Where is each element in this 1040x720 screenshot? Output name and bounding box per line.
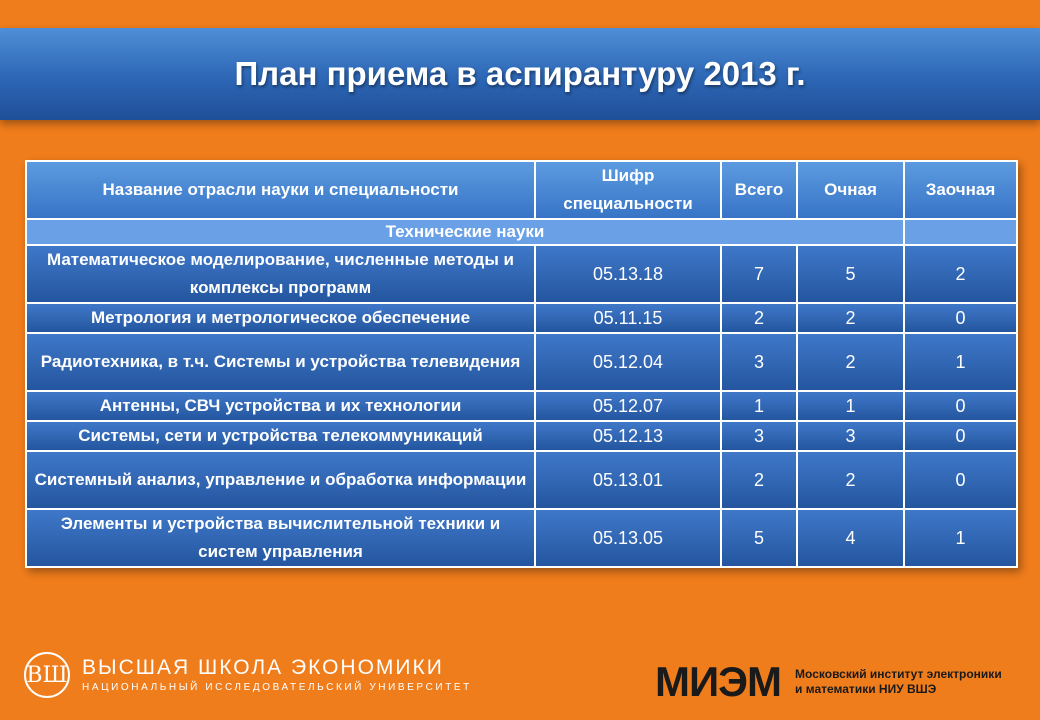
- parttime-count: 0: [904, 303, 1017, 333]
- hse-logo-icon: ВШ: [24, 652, 70, 698]
- miem-branding: [655, 660, 1005, 704]
- specialty-code: 05.12.07: [535, 391, 721, 421]
- specialty-code: 05.13.18: [535, 245, 721, 303]
- specialty-name: Элементы и устройства вычислительной техники и систем управления: [26, 509, 535, 567]
- specialty-code: 05.12.13: [535, 421, 721, 451]
- header-code: Шифр специальности: [535, 161, 721, 219]
- parttime-count: 0: [904, 391, 1017, 421]
- miem-logo: МИЭМ: [655, 658, 782, 705]
- parttime-count: 2: [904, 245, 1017, 303]
- page-title: План приема в аспирантуру 2013 г.: [234, 55, 806, 92]
- total-count: 3: [721, 421, 797, 451]
- specialty-name: Радиотехника, в т.ч. Системы и устройства телевидения: [26, 333, 535, 391]
- specialty-code: 05.11.15: [535, 303, 721, 333]
- header-fulltime: Очная: [797, 161, 904, 219]
- specialty-name: Системный анализ, управление и обработка информации: [26, 451, 535, 509]
- miem-text: Московский институт электроники и математики НИУ ВШЭ: [795, 667, 1002, 696]
- specialty-name: Системы, сети и устройства телекоммуникаций: [26, 421, 535, 451]
- fulltime-count: 2: [797, 451, 904, 509]
- table-row: [26, 509, 1017, 567]
- table-row: [26, 333, 1017, 391]
- table-row: [26, 245, 1017, 303]
- hse-subtitle: НАЦИОНАЛЬНЫЙ ИССЛЕДОВАТЕЛЬСКИЙ УНИВЕРСИТЕТ: [82, 682, 472, 693]
- fulltime-count: 3: [797, 421, 904, 451]
- total-count: 7: [721, 245, 797, 303]
- specialty-name: Метрология и метрологическое обеспечение: [26, 303, 535, 333]
- fulltime-count: 2: [797, 303, 904, 333]
- table-row: [26, 451, 1017, 509]
- admission-table: [25, 160, 1018, 568]
- parttime-count: 1: [904, 333, 1017, 391]
- hse-title: ВЫСШАЯ ШКОЛА ЭКОНОМИКИ: [82, 656, 444, 679]
- table-row: [26, 421, 1017, 451]
- parttime-count: 1: [904, 509, 1017, 567]
- table-row: [26, 303, 1017, 333]
- title-bar: [0, 28, 1040, 120]
- total-count: 2: [721, 303, 797, 333]
- total-count: 3: [721, 333, 797, 391]
- table-row: [26, 391, 1017, 421]
- fulltime-count: 5: [797, 245, 904, 303]
- parttime-count: 0: [904, 451, 1017, 509]
- table-header-row: [26, 161, 1017, 219]
- total-count: 1: [721, 391, 797, 421]
- section-row: [26, 219, 1017, 245]
- hse-branding: [24, 652, 472, 698]
- parttime-count: 0: [904, 421, 1017, 451]
- specialty-code: 05.13.01: [535, 451, 721, 509]
- hse-text: [82, 655, 472, 695]
- header-total: Всего: [721, 161, 797, 219]
- section-empty-cell: [904, 219, 1017, 245]
- specialty-name: Антенны, СВЧ устройства и их технологии: [26, 391, 535, 421]
- total-count: 5: [721, 509, 797, 567]
- specialty-name: Математическое моделирование, численные методы и комплексы программ: [26, 245, 535, 303]
- total-count: 2: [721, 451, 797, 509]
- fulltime-count: 1: [797, 391, 904, 421]
- specialty-code: 05.13.05: [535, 509, 721, 567]
- specialty-code: 05.12.04: [535, 333, 721, 391]
- fulltime-count: 4: [797, 509, 904, 567]
- fulltime-count: 2: [797, 333, 904, 391]
- section-label: Технические науки: [26, 219, 904, 245]
- header-parttime: Заочная: [904, 161, 1017, 219]
- header-name: Название отрасли науки и специальности: [26, 161, 535, 219]
